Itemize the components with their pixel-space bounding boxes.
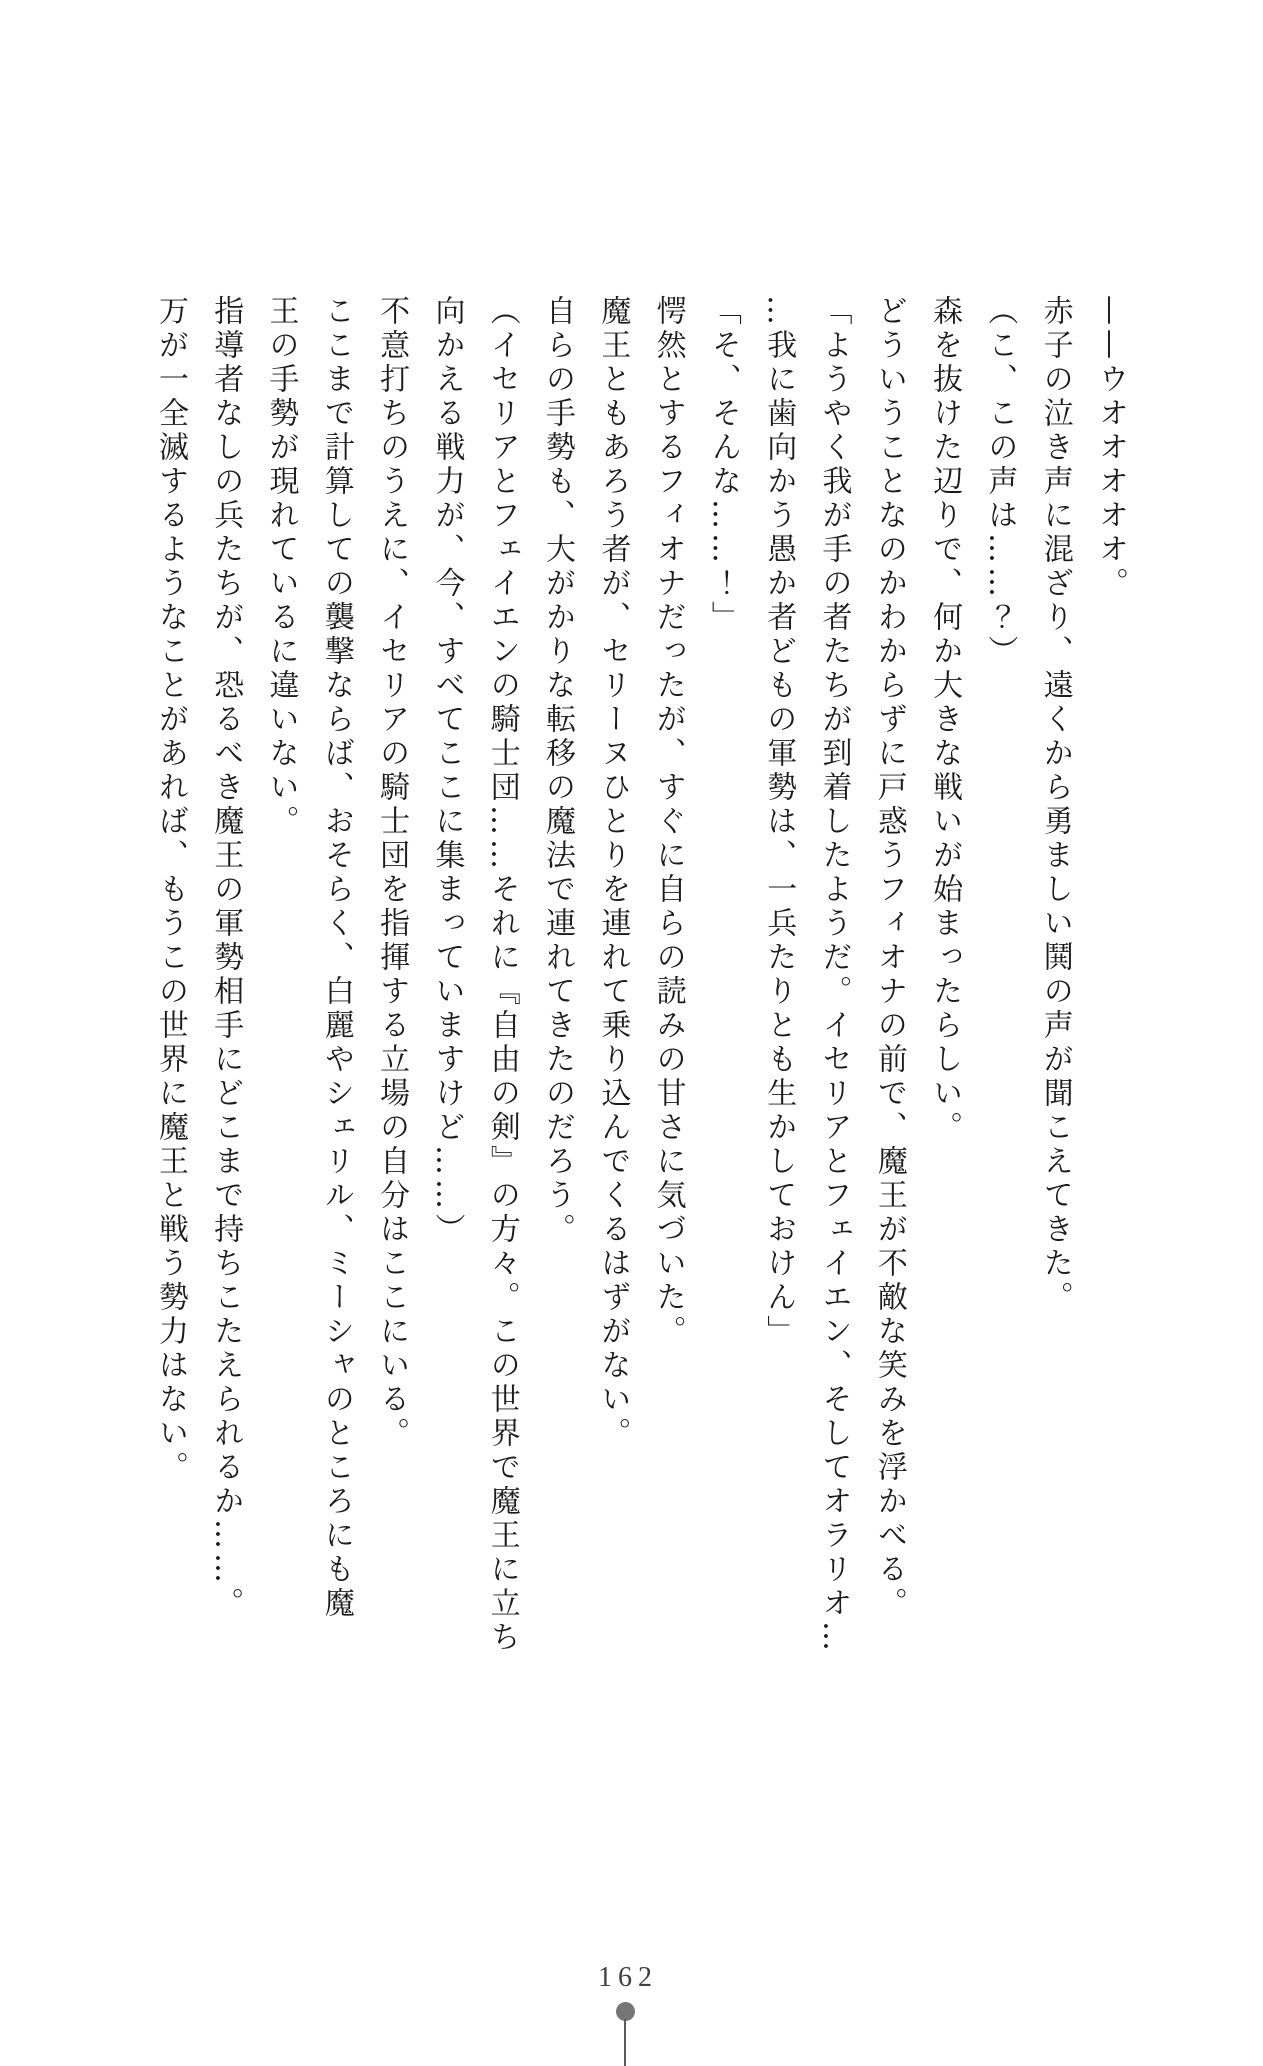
text-line: 魔王ともあろう者が、セリーヌひとりを連れて乗り込んでくるはずがない。 (595, 295, 631, 1451)
footer-line-ornament (624, 2019, 626, 2066)
text-line: 向かえる戦力が、今、すべてここに集まっていますけど……） (429, 295, 465, 1247)
text-line: （イセリアとフェイエンの騎士団……それに『自由の剣』の方々。この世界で魔王に立ち (484, 295, 520, 1655)
page-number: 162 (598, 1962, 658, 1993)
text-line: 愕然とするフィオナだったが、すぐに自らの読みの甘さに気づいた。 (650, 295, 686, 1349)
text-line: 王の手勢が現れているに違いない。 (263, 295, 299, 839)
text-line: （こ、この声は……？） (982, 295, 1018, 669)
text-line: 赤子の泣き声に混ざり、遠くから勇ましい鬨の声が聞こえてきた。 (1037, 295, 1073, 1315)
text-line: …我に歯向かう愚か者どもの軍勢は、一兵たりとも生かしておけん」 (761, 295, 797, 1349)
text-line: 「ようやく我が手の者たちが到着したようだ。イセリアとフェイエン、そしてオラリオ… (816, 295, 852, 1655)
text-line: 不意打ちのうえに、イセリアの騎士団を指揮する立場の自分はここにいる。 (374, 295, 410, 1451)
text-line: 自らの手勢も、大がかりな転移の魔法で連れてきたのだろう。 (540, 295, 576, 1247)
text-line: どういうことなのかわからずに戸惑うフィオナの前で、魔王が不敵な笑みを浮かべる。 (871, 295, 907, 1621)
text-line: ここまで計算しての襲撃ならば、おそらく、白麗やシェリル、ミーシャのところにも魔 (318, 295, 354, 1621)
text-line: 「そ、そんな……！」 (705, 295, 741, 635)
text-line: 森を抜けた辺りで、何か大きな戦いが始まったらしい。 (927, 295, 963, 1145)
text-line: 万が一全滅するようなことがあれば、もうこの世界に魔王と戦う勢力はない。 (152, 295, 188, 1485)
text-line: 指導者なしの兵たちが、恐るべき魔王の軍勢相手にどこまで持ちこたえられるか……。 (208, 295, 244, 1621)
vertical-text-block (143, 295, 1138, 1660)
text-line: ——ウオオオオオ。 (1093, 295, 1128, 601)
